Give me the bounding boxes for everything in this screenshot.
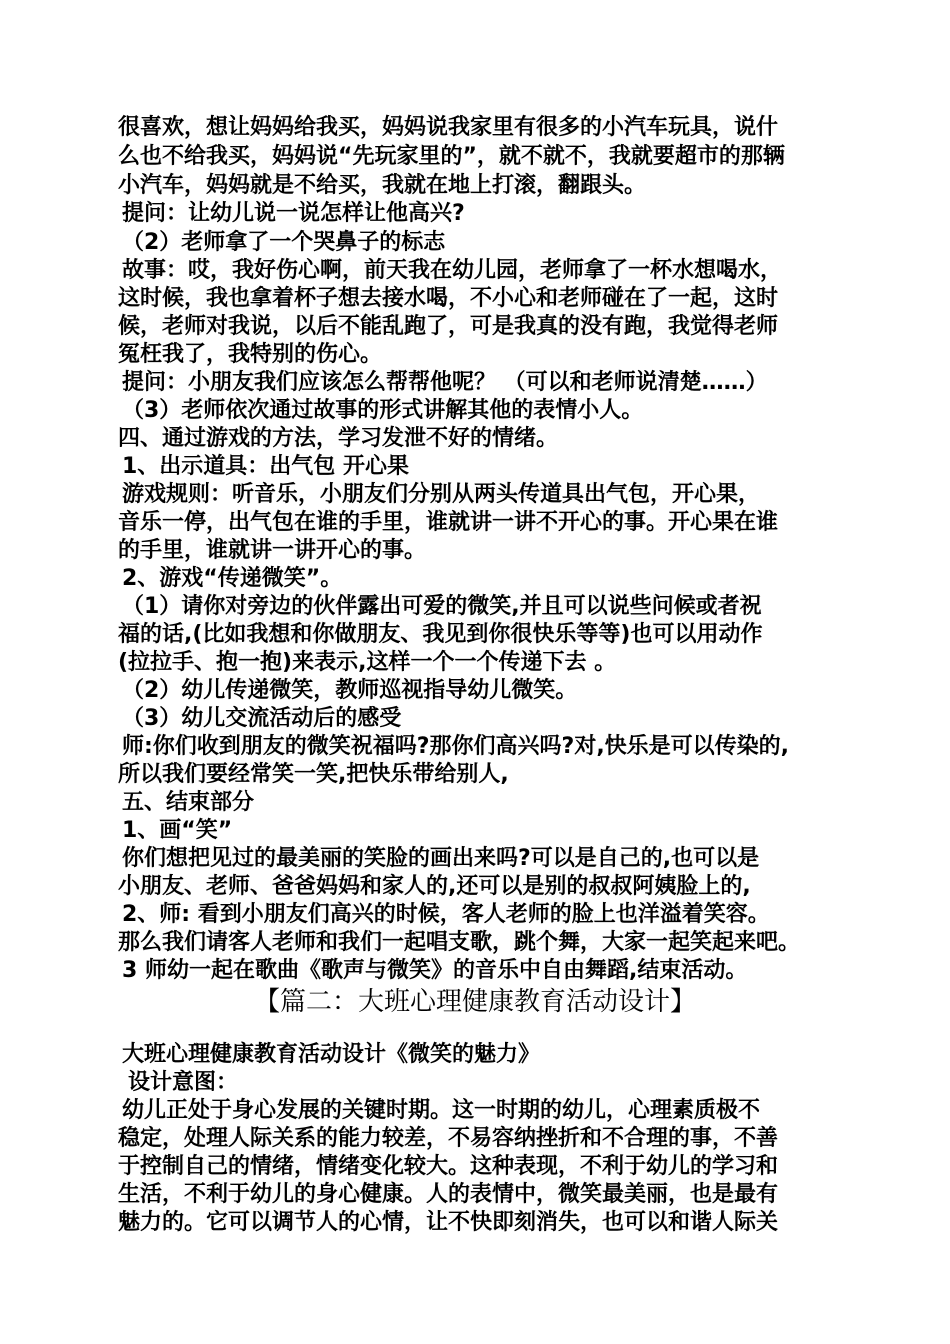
text-line: 2、游戏“传递微笑”。 [122,566,343,591]
text-line: 提问：小朋友我们应该怎么帮帮他呢？ （可以和老师说清楚……） [122,370,768,395]
text-line: 生活，不利于幼儿的身心健康。人的表情中，微笑最美丽，也是最有 [118,1182,779,1207]
text-line: 游戏规则：听音乐，小朋友们分别从两头传道具出气包，开心果， [122,482,761,507]
text-line: 所以我们要经常笑一笑,把快乐带给别人, [118,762,509,787]
text-line: 设计意图： [128,1070,239,1095]
text-line: （3）幼儿交流活动后的感受 [122,706,402,731]
text-line: 音乐一停，出气包在谁的手里，谁就讲一讲不开心的事。开心果在谁 [118,510,779,535]
text-line: 提问：让幼儿说一说怎样让他高兴? [122,201,465,226]
text-line: 于控制自己的情绪，情绪变化较大。这种表现，不利于幼儿的学习和 [118,1154,779,1179]
text-line: 3 师幼一起在歌曲《歌声与微笑》的音乐中自由舞蹈,结束活动。 [122,958,748,983]
section-heading: 【篇二：大班心理健康教育活动设计】 [253,987,696,1017]
text-line: 的手里，谁就讲一讲开心的事。 [118,538,427,563]
text-line: 福的话,(比如我想和你做朋友、我见到你很快乐等等)也可以用动作 [118,622,763,647]
text-line: (拉拉手、抱一抱)来表示,这样一个一个传递下去 。 [118,650,617,675]
text-line: 大班心理健康教育活动设计《微笑的魅力》 [122,1042,541,1067]
text-line: （2）老师拿了一个哭鼻子的标志 [122,230,446,255]
text-line: 这时候，我也拿着杯子想去接水喝，不小心和老师碰在了一起，这时 [118,286,779,311]
text-line: （2）幼儿传递微笑，教师巡视指导幼儿微笑。 [122,678,578,703]
text-line: 那么我们请客人老师和我们一起唱支歌，跳个舞，大家一起笑起来吧。 [118,930,801,955]
text-line: 小汽车，妈妈就是不给买，我就在地上打滚，翻跟头。 [118,173,647,198]
text-line: 幼儿正处于身心发展的关键时期。这一时期的幼儿，心理素质极不 [122,1098,761,1123]
text-line: 候，老师对我说，以后不能乱跑了，可是我真的没有跑，我觉得老师 [118,314,779,339]
text-line: 你们想把见过的最美丽的笑脸的画出来吗?可以是自己的,也可以是 [122,846,760,871]
text-line: 师:你们收到朋友的微笑祝福吗?那你们高兴吗?对,快乐是可以传染的, [122,734,790,759]
text-line: 么也不给我买，妈妈说“先玩家里的”，就不就不，我就要超市的那辆 [118,144,785,169]
text-line: 冤枉我了，我特别的伤心。 [118,342,383,367]
text-line: 2、师: 看到小朋友们高兴的时候，客人老师的脸上也洋溢着笑容。 [122,902,770,927]
text-line: 1、出示道具：出气包 开心果 [122,454,409,479]
text-line: 小朋友、老师、爸爸妈妈和家人的,还可以是别的叔叔阿姨脸上的, [118,874,751,899]
text-line: （1）请你对旁边的伙伴露出可爱的微笑,并且可以说些问候或者祝 [122,594,762,619]
text-line: 五、结束部分 [122,790,255,815]
text-line: 魅力的。它可以调节人的心情，让不快即刻消失，也可以和谐人际关 [118,1210,779,1235]
text-line: 很喜欢，想让妈妈给我买，妈妈说我家里有很多的小汽车玩具，说什 [118,115,779,140]
text-line: 稳定，处理人际关系的能力较差，不易容纳挫折和不合理的事，不善 [118,1126,779,1151]
text-line: （3）老师依次通过故事的形式讲解其他的表情小人。 [122,398,644,423]
text-line: 故事：哎，我好伤心啊，前天我在幼儿园，老师拿了一杯水想喝水， [122,258,783,283]
text-line: 四、通过游戏的方法，学习发泄不好的情绪。 [118,426,559,451]
text-line: 1、画“笑” [122,818,233,843]
